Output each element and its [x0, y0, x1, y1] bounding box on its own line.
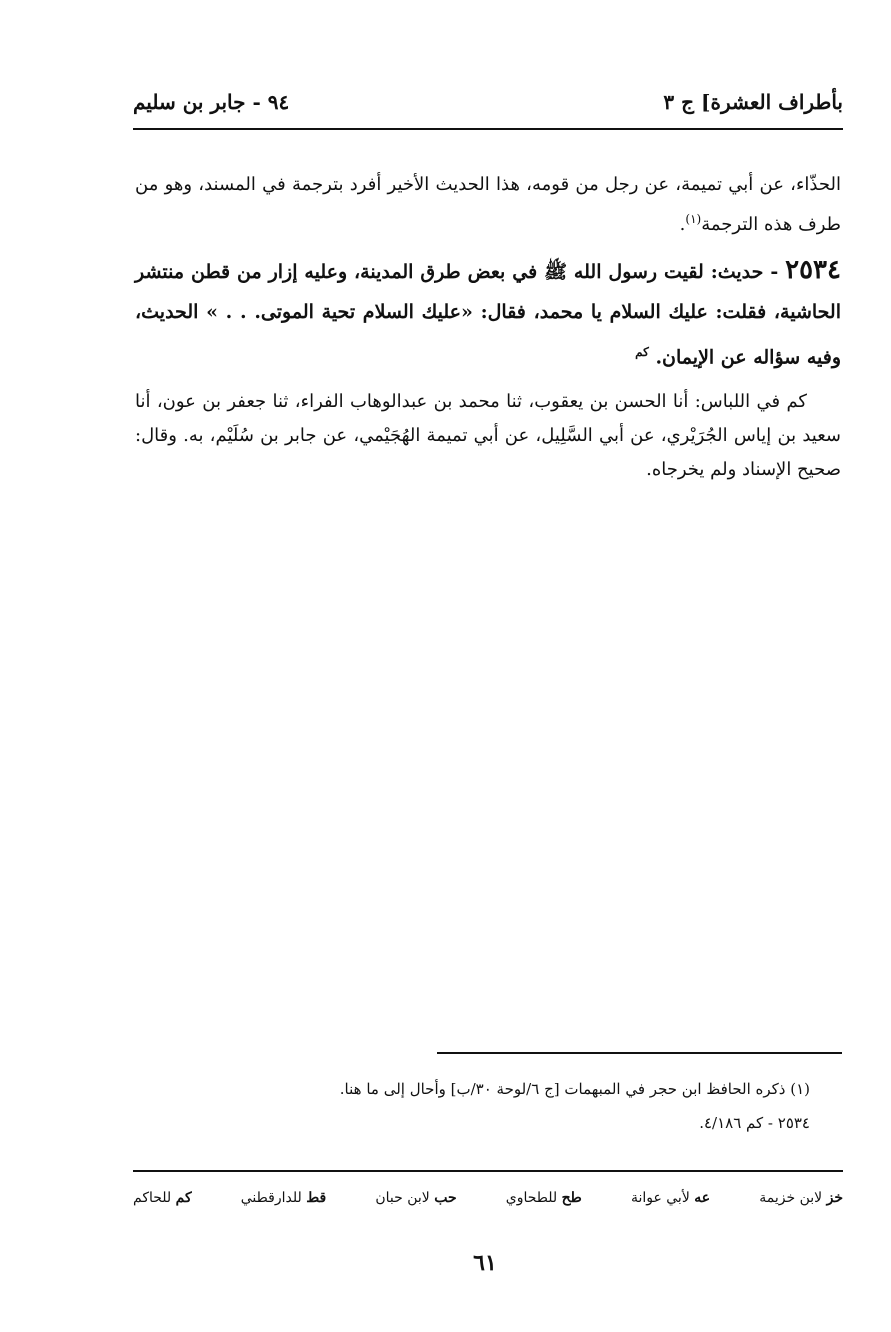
- legend-item: [506, 1190, 582, 1206]
- legend-text: للدارقطني: [240, 1190, 302, 1206]
- header-book-title: بأطراف العشرة] ج ٣: [663, 90, 843, 114]
- abbreviation-legend: [133, 1190, 843, 1206]
- intro-line-1: الحذّاء، عن أبي تميمة، عن رجل من قومه، هذا الحديث الأخير أفرد بترجمة في: [262, 174, 841, 195]
- paragraph-isnad: [135, 385, 841, 487]
- hadith-number: ٢٥٣٤: [785, 255, 841, 285]
- footnote-divider: [437, 1052, 842, 1054]
- legend-text: لابن خزيمة: [759, 1190, 823, 1206]
- legend-text: لابن حبان: [375, 1190, 430, 1206]
- header-divider: [133, 128, 843, 130]
- isnad-text: كم في اللباس: أنا الحسن بن يعقوب، ثنا محمد بن عبدالوهاب الفراء، ثنا جعفر بن عون، أنا سعيد بن إياس الجُرَيْري، عن أبي السَّلِيل، عن أبي تميمة الهُجَيْمي، عن جابر بن سُلَيْم، به. وقال: صحيح الإسناد ولم يخرجاه.: [135, 391, 841, 481]
- intro-line-2: المسند، وهو من طرف هذه الترجمة: [135, 174, 841, 235]
- legend-abbr: كم: [175, 1190, 192, 1206]
- legend-text: لأبي عوانة: [630, 1190, 690, 1206]
- page-number: ٦١: [473, 1250, 497, 1276]
- hadith-text: لقيت رسول الله ﷺ في بعض طرق المدينة، وعليه إزار من قطن منتشر الحاشية، فقلت: عليك السلام يا محمد، فقال: «عليك السلام تحية الموتى. . . » الحديث، وفيه سؤاله عن الإيمان.: [135, 261, 841, 369]
- legend-abbr: طح: [561, 1190, 582, 1206]
- legend-item: [759, 1190, 843, 1206]
- source-mark: كم: [635, 345, 649, 359]
- footnote-2: ٢٥٣٤ - كم ٤/١٨٦.: [699, 1114, 810, 1132]
- footnotes: [200, 1072, 810, 1140]
- intro-end: .: [679, 214, 686, 235]
- legend-item: [133, 1190, 192, 1206]
- hadith-label: - حديث:: [703, 261, 786, 283]
- legend-abbr: خز: [826, 1190, 843, 1206]
- legend-abbr: عه: [694, 1190, 711, 1206]
- running-header: [133, 82, 843, 122]
- legend-text: للحاكم: [133, 1190, 172, 1206]
- legend-item: [375, 1190, 456, 1206]
- main-text: [135, 168, 841, 495]
- legend-abbr: قط: [306, 1190, 327, 1206]
- header-chapter-title: ٩٤ - جابر بن سليم: [133, 90, 290, 114]
- footnote-marker: (١): [685, 212, 702, 226]
- legend-item: [241, 1190, 326, 1206]
- legend-item: [631, 1190, 710, 1206]
- legend-divider: [133, 1170, 843, 1172]
- legend-text: للطحاوي: [505, 1190, 558, 1206]
- footnote-1: (١) ذكره الحافظ ابن حجر في المبهمات [ج ٦/لوحة ٣٠/ب] وأحال إلى ما هنا.: [339, 1080, 810, 1098]
- paragraph-intro: [135, 168, 841, 242]
- legend-abbr: حب: [434, 1190, 457, 1206]
- paragraph-hadith: [135, 250, 841, 377]
